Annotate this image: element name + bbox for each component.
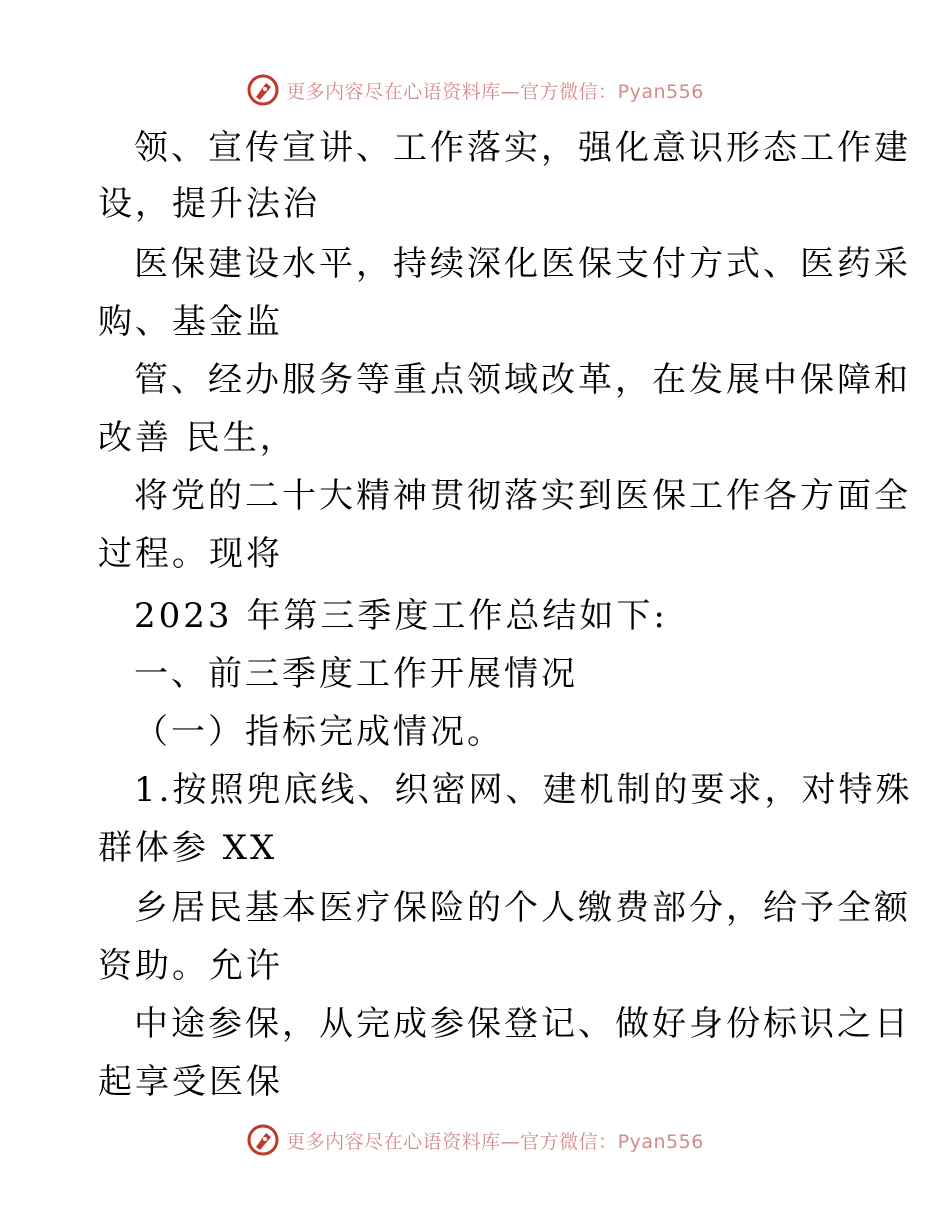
paragraph-line: 1.按照兜底线、织密网、建机制的要求，对特殊 — [134, 770, 913, 810]
pen-nib-circle-icon — [246, 1123, 280, 1157]
watermark-text: 更多内容尽在心语资料库—官方微信：Pyan556 — [286, 80, 704, 103]
paragraph-line: 管、经办服务等重点领域改革，在发展中保障和 — [134, 360, 911, 400]
footer-watermark — [0, 1122, 950, 1158]
paragraph-line: 改善 民生， — [98, 418, 297, 458]
paragraph-line: 设，提升法治 — [98, 184, 320, 224]
paragraph-line: 群体参 XX — [98, 828, 278, 868]
pen-nib-circle-icon — [246, 73, 280, 107]
section-heading: 一、前三季度工作开展情况 — [134, 654, 578, 694]
watermark-text: 更多内容尽在心语资料库—官方微信：Pyan556 — [286, 1130, 704, 1153]
paragraph-line: 过程。现将 — [98, 534, 283, 574]
paragraph-line: 医保建设水平，持续深化医保支付方式、医药采 — [134, 244, 911, 284]
header-watermark — [0, 72, 950, 108]
paragraph-line: 中途参保，从完成参保登记、做好身份标识之日 — [134, 1004, 911, 1044]
paragraph-line: 将党的二十大精神贯彻落实到医保工作各方面全 — [134, 476, 911, 516]
paragraph-line: 购、基金监 — [98, 302, 283, 342]
paragraph-line: 领、宣传宣讲、工作落实，强化意识形态工作建 — [134, 128, 911, 168]
paragraph-line: 乡居民基本医疗保险的个人缴费部分，给予全额 — [134, 888, 911, 928]
paragraph-line: 起享受医保 — [98, 1062, 283, 1102]
paragraph-line: 2023 年第三季度工作总结如下: — [134, 596, 668, 636]
subsection-heading: （一）指标完成情况。 — [134, 712, 504, 752]
paragraph-line: 资助。允许 — [98, 946, 283, 986]
